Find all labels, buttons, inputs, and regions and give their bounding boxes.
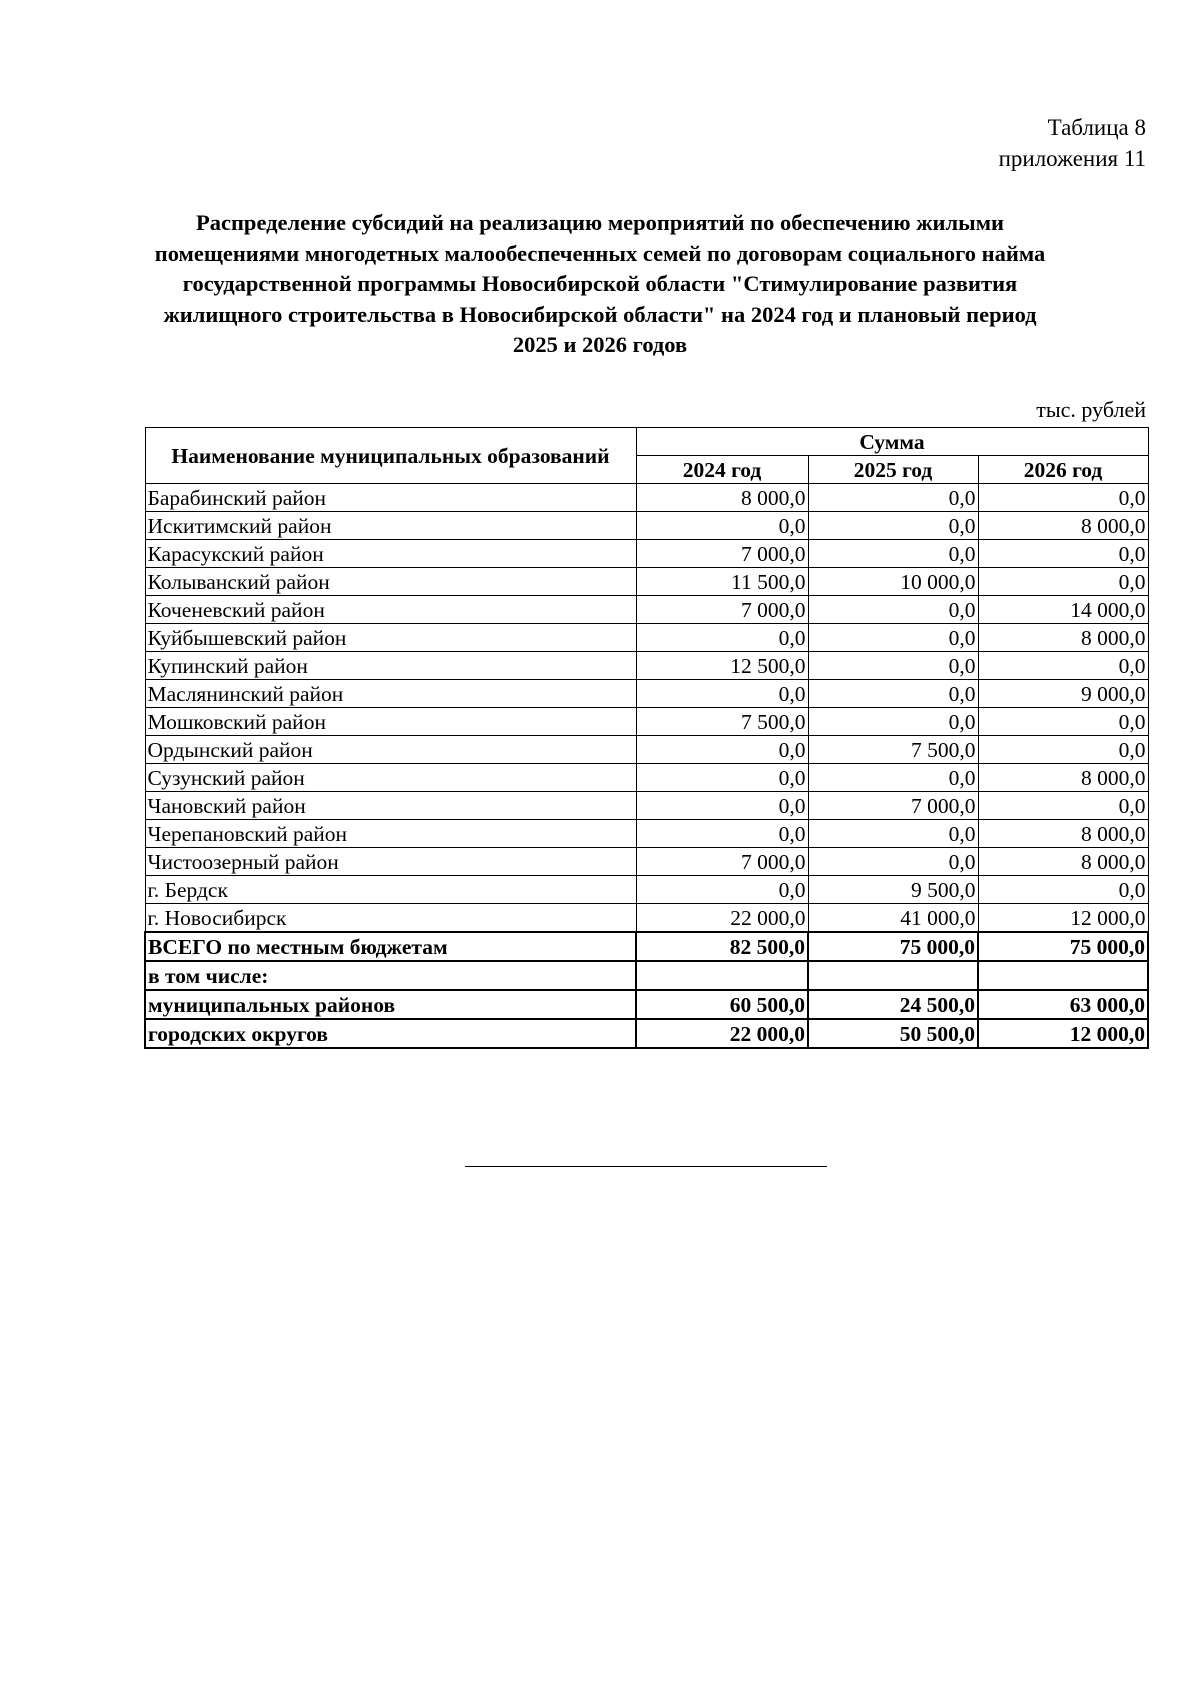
- total-row: [145, 961, 1148, 990]
- value-2026-cell: 0,0: [978, 876, 1148, 904]
- table-row: [145, 904, 1148, 933]
- table-row: [145, 652, 1148, 680]
- table-row: [145, 708, 1148, 736]
- value-2024-cell: 22 000,0: [636, 1019, 808, 1048]
- municipality-name-cell: Чистоозерный район: [145, 848, 636, 876]
- value-2024-cell: 0,0: [636, 624, 808, 652]
- value-2025-cell: 0,0: [808, 624, 978, 652]
- value-2026-cell: 9 000,0: [978, 680, 1148, 708]
- table-row: [145, 568, 1148, 596]
- value-2024-cell: 7 000,0: [636, 848, 808, 876]
- municipality-name-cell: Купинский район: [145, 652, 636, 680]
- value-2026-cell: 12 000,0: [978, 1019, 1148, 1048]
- value-2025-cell: 0,0: [808, 512, 978, 540]
- municipality-name-cell: Мошковский район: [145, 708, 636, 736]
- value-2025-cell: 50 500,0: [808, 1019, 978, 1048]
- value-2025-cell: 0,0: [808, 708, 978, 736]
- value-2026-cell: [978, 961, 1148, 990]
- value-2025-cell: 10 000,0: [808, 568, 978, 596]
- value-2025-cell: 7 500,0: [808, 736, 978, 764]
- table-row: [145, 876, 1148, 904]
- value-2025-cell: 0,0: [808, 764, 978, 792]
- value-2026-cell: 8 000,0: [978, 820, 1148, 848]
- appendix-number: приложения 11: [998, 146, 1146, 171]
- municipality-name-cell: муниципальных районов: [145, 990, 636, 1019]
- municipality-name-cell: Искитимский район: [145, 512, 636, 540]
- municipality-name-cell: г. Новосибирск: [145, 904, 636, 933]
- value-2026-cell: 0,0: [978, 568, 1148, 596]
- value-2024-cell: 0,0: [636, 512, 808, 540]
- value-2026-cell: 12 000,0: [978, 904, 1148, 933]
- value-2026-cell: 0,0: [978, 484, 1148, 512]
- value-2024-cell: [636, 961, 808, 990]
- end-divider: [465, 1166, 827, 1167]
- value-2024-cell: 0,0: [636, 876, 808, 904]
- value-2025-cell: 0,0: [808, 540, 978, 568]
- municipality-name-cell: Карасукский район: [145, 540, 636, 568]
- table-row: [145, 624, 1148, 652]
- value-2024-cell: 0,0: [636, 764, 808, 792]
- municipality-name-cell: Колыванский район: [145, 568, 636, 596]
- value-2026-cell: 0,0: [978, 540, 1148, 568]
- municipality-name-cell: в том числе:: [145, 961, 636, 990]
- table-row: [145, 596, 1148, 624]
- value-2024-cell: 0,0: [636, 680, 808, 708]
- value-2025-cell: 9 500,0: [808, 876, 978, 904]
- value-2025-cell: 0,0: [808, 848, 978, 876]
- table-row: [145, 484, 1148, 512]
- municipality-name-cell: Чановский район: [145, 792, 636, 820]
- value-2024-cell: 0,0: [636, 820, 808, 848]
- value-2025-cell: 0,0: [808, 820, 978, 848]
- table-row: [145, 792, 1148, 820]
- total-row: [145, 990, 1148, 1019]
- units-label: тыс. рублей: [1036, 397, 1146, 422]
- value-2026-cell: 8 000,0: [978, 764, 1148, 792]
- value-2025-cell: 0,0: [808, 596, 978, 624]
- municipality-name-cell: Черепановский район: [145, 820, 636, 848]
- subsidy-table: [144, 427, 1149, 1049]
- value-2025-cell: 0,0: [808, 484, 978, 512]
- value-2026-cell: 0,0: [978, 792, 1148, 820]
- municipality-name-cell: Маслянинский район: [145, 680, 636, 708]
- value-2025-cell: 41 000,0: [808, 904, 978, 933]
- table-row: [145, 540, 1148, 568]
- municipality-name-cell: Барабинский район: [145, 484, 636, 512]
- value-2025-cell: 0,0: [808, 652, 978, 680]
- value-2026-cell: 8 000,0: [978, 512, 1148, 540]
- value-2025-cell: [808, 961, 978, 990]
- value-2025-cell: 0,0: [808, 680, 978, 708]
- value-2026-cell: 75 000,0: [978, 932, 1148, 961]
- value-2024-cell: 0,0: [636, 736, 808, 764]
- municipality-name-cell: ВСЕГО по местным бюджетам: [145, 932, 636, 961]
- table-row: [145, 512, 1148, 540]
- column-header-2025: 2025 год: [808, 456, 978, 484]
- value-2024-cell: 7 500,0: [636, 708, 808, 736]
- value-2026-cell: 0,0: [978, 736, 1148, 764]
- column-header-sum: Сумма: [636, 428, 1148, 456]
- municipality-name-cell: Куйбышевский район: [145, 624, 636, 652]
- value-2024-cell: 12 500,0: [636, 652, 808, 680]
- document-title: Распределение субсидий на реализацию мероприятий по обеспечению жилыми помещениями многодетных малообеспеченных семей по договорам социального найма государственной программы Новосибирской области "Стимулирование развития жилищного строительства в Новосибирской области" на 2024 год и плановый период 2025 и 2026 годов: [154, 210, 1046, 357]
- total-row: [145, 932, 1148, 961]
- column-header-2026: 2026 год: [978, 456, 1148, 484]
- table-row: [145, 764, 1148, 792]
- value-2026-cell: 0,0: [978, 652, 1148, 680]
- total-row: [145, 1019, 1148, 1048]
- table-number: Таблица 8: [1047, 115, 1146, 140]
- table-row: [145, 848, 1148, 876]
- value-2024-cell: 8 000,0: [636, 484, 808, 512]
- table-row: [145, 820, 1148, 848]
- value-2026-cell: 0,0: [978, 708, 1148, 736]
- value-2024-cell: 60 500,0: [636, 990, 808, 1019]
- value-2024-cell: 11 500,0: [636, 568, 808, 596]
- value-2024-cell: 7 000,0: [636, 540, 808, 568]
- municipality-name-cell: г. Бердск: [145, 876, 636, 904]
- value-2024-cell: 0,0: [636, 792, 808, 820]
- value-2025-cell: 24 500,0: [808, 990, 978, 1019]
- table-row: [145, 680, 1148, 708]
- value-2026-cell: 8 000,0: [978, 848, 1148, 876]
- column-header-2024: 2024 год: [636, 456, 808, 484]
- value-2026-cell: 14 000,0: [978, 596, 1148, 624]
- value-2025-cell: 7 000,0: [808, 792, 978, 820]
- value-2026-cell: 8 000,0: [978, 624, 1148, 652]
- column-header-name: Наименование муниципальных образований: [145, 428, 636, 484]
- value-2024-cell: 22 000,0: [636, 904, 808, 933]
- value-2024-cell: 7 000,0: [636, 596, 808, 624]
- table-row: [145, 736, 1148, 764]
- document-reference: [999, 112, 1146, 174]
- municipality-name-cell: Сузунский район: [145, 764, 636, 792]
- value-2024-cell: 82 500,0: [636, 932, 808, 961]
- municipality-name-cell: городских округов: [145, 1019, 636, 1048]
- municipality-name-cell: Коченевский район: [145, 596, 636, 624]
- value-2025-cell: 75 000,0: [808, 932, 978, 961]
- value-2026-cell: 63 000,0: [978, 990, 1148, 1019]
- municipality-name-cell: Ордынский район: [145, 736, 636, 764]
